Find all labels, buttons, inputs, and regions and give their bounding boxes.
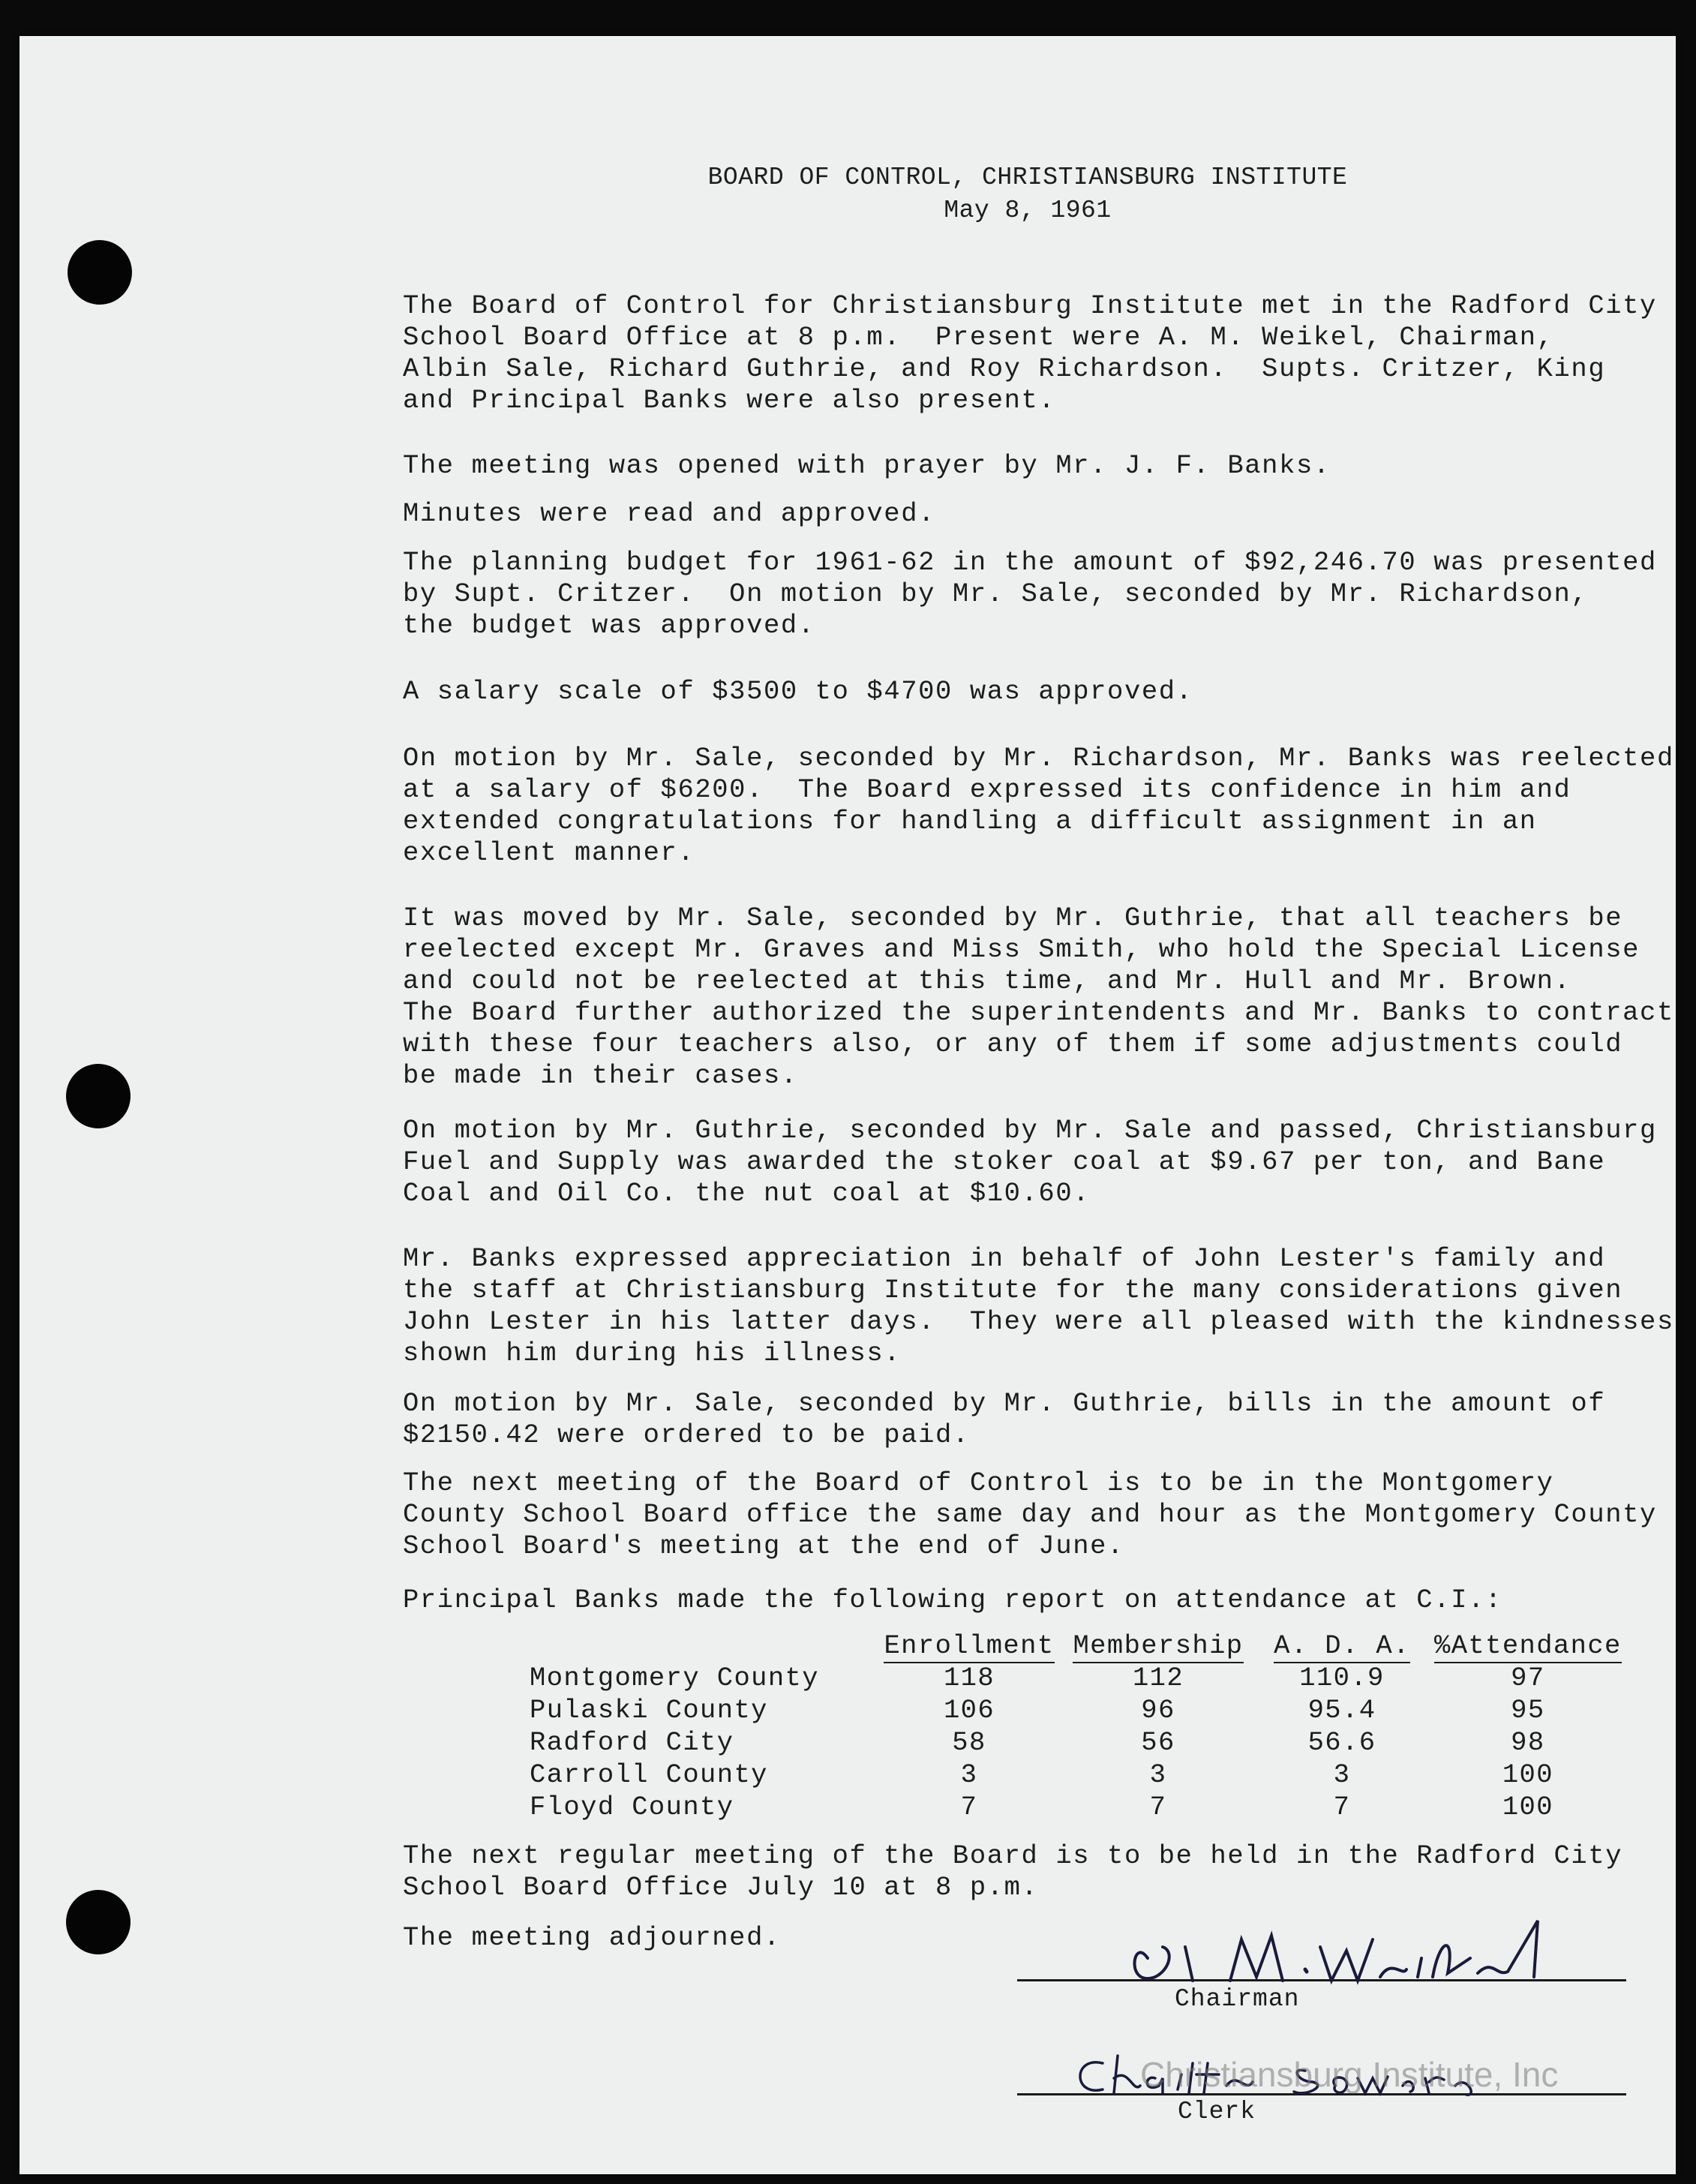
header-ada: A. D. A. (1274, 1630, 1410, 1663)
paragraph-line: Mr. Banks expressed appreciation in behalf of John Lester's family and (403, 1243, 1606, 1274)
paragraph-line: The meeting adjourned. (403, 1922, 781, 1953)
enrollment-cell: 7 (960, 1792, 978, 1822)
paragraph-line: It was moved by Mr. Sale, seconded by Mr. Guthrie, that all teachers be (403, 903, 1623, 933)
punch-hole-top (68, 240, 132, 305)
paragraph-line: Albin Sale, Richard Guthrie, and Roy Richardson. Supts. Critzer, King (403, 353, 1606, 384)
paragraph-line: School Board Office July 10 at 8 p.m. (403, 1872, 1039, 1903)
header-attendance: %Attendance (1434, 1630, 1622, 1663)
paragraph-line: The Board of Control for Christiansburg Institute met in the Radford City (403, 290, 1657, 321)
paragraph-line: John Lester in his latter days. They were all pleased with the kindnesses (403, 1306, 1674, 1337)
county-cell: Carroll County (530, 1759, 768, 1790)
paragraph-line: extended congratulations for handling a difficult assignment in an (403, 806, 1537, 837)
attendance-cell: 97 (1511, 1663, 1545, 1693)
county-cell: Floyd County (530, 1792, 734, 1822)
membership-cell: 7 (1149, 1792, 1167, 1822)
paragraph-line: School Board's meeting at the end of June. (403, 1531, 1124, 1561)
intro-paragraph (403, 290, 1657, 416)
header-membership: Membership (1073, 1630, 1243, 1663)
county-cell: Montgomery County (530, 1663, 819, 1693)
document-title: BOARD OF CONTROL, CHRISTIANSBURG INSTITUTE (707, 164, 1348, 191)
salary-scale-paragraph (403, 676, 1618, 707)
paragraph-line: Minutes were read and approved. (403, 498, 936, 529)
attendance-cell: 100 (1502, 1792, 1553, 1822)
paragraph-line: the staff at Christiansburg Institute for the many considerations given (403, 1275, 1623, 1305)
paragraph-line: shown him during his illness. (403, 1338, 902, 1368)
attendance-cell: 95 (1511, 1695, 1545, 1726)
ada-cell: 7 (1333, 1792, 1351, 1822)
next-meeting-paragraph (403, 1468, 1657, 1562)
paragraph-line: by Supt. Critzer. On motion by Mr. Sale, seconded by Mr. Richardson, (403, 578, 1589, 609)
coal-contract-paragraph (403, 1115, 1657, 1209)
header-enrollment: Enrollment (884, 1630, 1054, 1663)
paragraph-line: Fuel and Supply was awarded the stoker coal at $9.67 per ton, and Bane (403, 1146, 1606, 1177)
table-row (530, 1726, 1622, 1759)
paragraph-line: County School Board office the same day and hour as the Montgomery County (403, 1499, 1657, 1530)
ada-cell: 3 (1333, 1759, 1351, 1790)
paragraph-line: A salary scale of $3500 to $4700 was approved. (403, 676, 1193, 707)
membership-cell: 56 (1141, 1727, 1175, 1758)
membership-cell: 3 (1149, 1759, 1167, 1790)
county-cell: Radford City (530, 1727, 734, 1758)
ada-cell: 56.6 (1307, 1727, 1376, 1758)
paragraph-line: excellent manner. (403, 837, 695, 868)
paragraph-line: The meeting was opened with prayer by Mr. J. F. Banks. (403, 450, 1331, 481)
attendance-cell: 98 (1511, 1727, 1545, 1758)
paragraph-line: reelected except Mr. Graves and Miss Smith, who hold the Special License (403, 934, 1640, 965)
ada-cell: 95.4 (1307, 1695, 1376, 1726)
paragraph-line: $2150.42 were ordered to be paid. (403, 1419, 970, 1450)
membership-cell: 96 (1141, 1695, 1175, 1726)
paragraph-line: The next regular meeting of the Board is to be held in the Radford City (403, 1840, 1623, 1871)
principal-reelection-paragraph (403, 743, 1674, 869)
paragraph-line: On motion by Mr. Sale, seconded by Mr. Richardson, Mr. Banks was reelected (403, 743, 1674, 774)
paragraph-line: The planning budget for 1961-62 in the amount of $92,246.70 was presented (403, 547, 1657, 578)
table-row (530, 1694, 1622, 1726)
attendance-intro-paragraph (403, 1585, 1618, 1616)
minutes-paragraph (403, 498, 1618, 530)
ada-cell: 110.9 (1299, 1663, 1385, 1693)
paragraph-line: with these four teachers also, or any of them if some adjustments could (403, 1029, 1623, 1059)
paragraph-line: at a salary of $6200. The Board expressed its confidence in him and (403, 774, 1571, 805)
clerk-label: Clerk (1178, 2098, 1256, 2125)
attendance-header-row (530, 1629, 1622, 1662)
punch-hole-bottom (66, 1890, 131, 1954)
paragraph-line: Principal Banks made the following report on attendance at C.I.: (403, 1585, 1502, 1615)
paragraph-line: The next meeting of the Board of Control is to be in the Montgomery (403, 1468, 1554, 1498)
table-row (530, 1759, 1622, 1791)
paragraph-line: Coal and Oil Co. the nut coal at $10.60. (403, 1178, 1091, 1209)
paragraph-line: the budget was approved. (403, 610, 815, 641)
paragraph-line: The Board further authorized the superintendents and Mr. Banks to contract (403, 997, 1674, 1028)
paragraph-line: and could not be reelected at this time, and Mr. Hull and Mr. Brown. (403, 966, 1571, 996)
paragraph-line: and Principal Banks were also present. (403, 385, 1056, 416)
paragraph-line: be made in their cases. (403, 1060, 798, 1091)
enrollment-cell: 3 (960, 1759, 978, 1790)
chairman-signature (1103, 1906, 1628, 1996)
attendance-table (530, 1629, 1622, 1823)
prayer-paragraph (403, 450, 1618, 482)
bills-paragraph (403, 1388, 1618, 1451)
appreciation-paragraph (403, 1243, 1674, 1369)
budget-paragraph (403, 547, 1657, 641)
teachers-paragraph (403, 903, 1674, 1092)
county-cell: Pulaski County (530, 1695, 768, 1726)
paragraph-line: School Board Office at 8 p.m. Present were A. M. Weikel, Chairman, (403, 322, 1554, 353)
punch-hole-middle (66, 1064, 131, 1128)
paragraph-line: On motion by Mr. Guthrie, seconded by Mr. Sale and passed, Christiansburg (403, 1115, 1657, 1146)
enrollment-cell: 106 (943, 1695, 995, 1726)
membership-cell: 112 (1132, 1663, 1184, 1693)
watermark: Christiansburg Institute, Inc (1140, 2055, 1559, 2094)
enrollment-cell: 58 (952, 1727, 986, 1758)
paragraph-line: On motion by Mr. Sale, seconded by Mr. Guthrie, bills in the amount of (403, 1388, 1606, 1419)
enrollment-cell: 118 (943, 1663, 995, 1693)
table-row (530, 1791, 1622, 1823)
next-regular-meeting-paragraph (403, 1840, 1623, 1903)
attendance-cell: 100 (1502, 1759, 1553, 1790)
table-row (530, 1662, 1622, 1694)
document-date: May 8, 1961 (944, 197, 1112, 224)
chairman-label: Chairman (1175, 1985, 1300, 2013)
